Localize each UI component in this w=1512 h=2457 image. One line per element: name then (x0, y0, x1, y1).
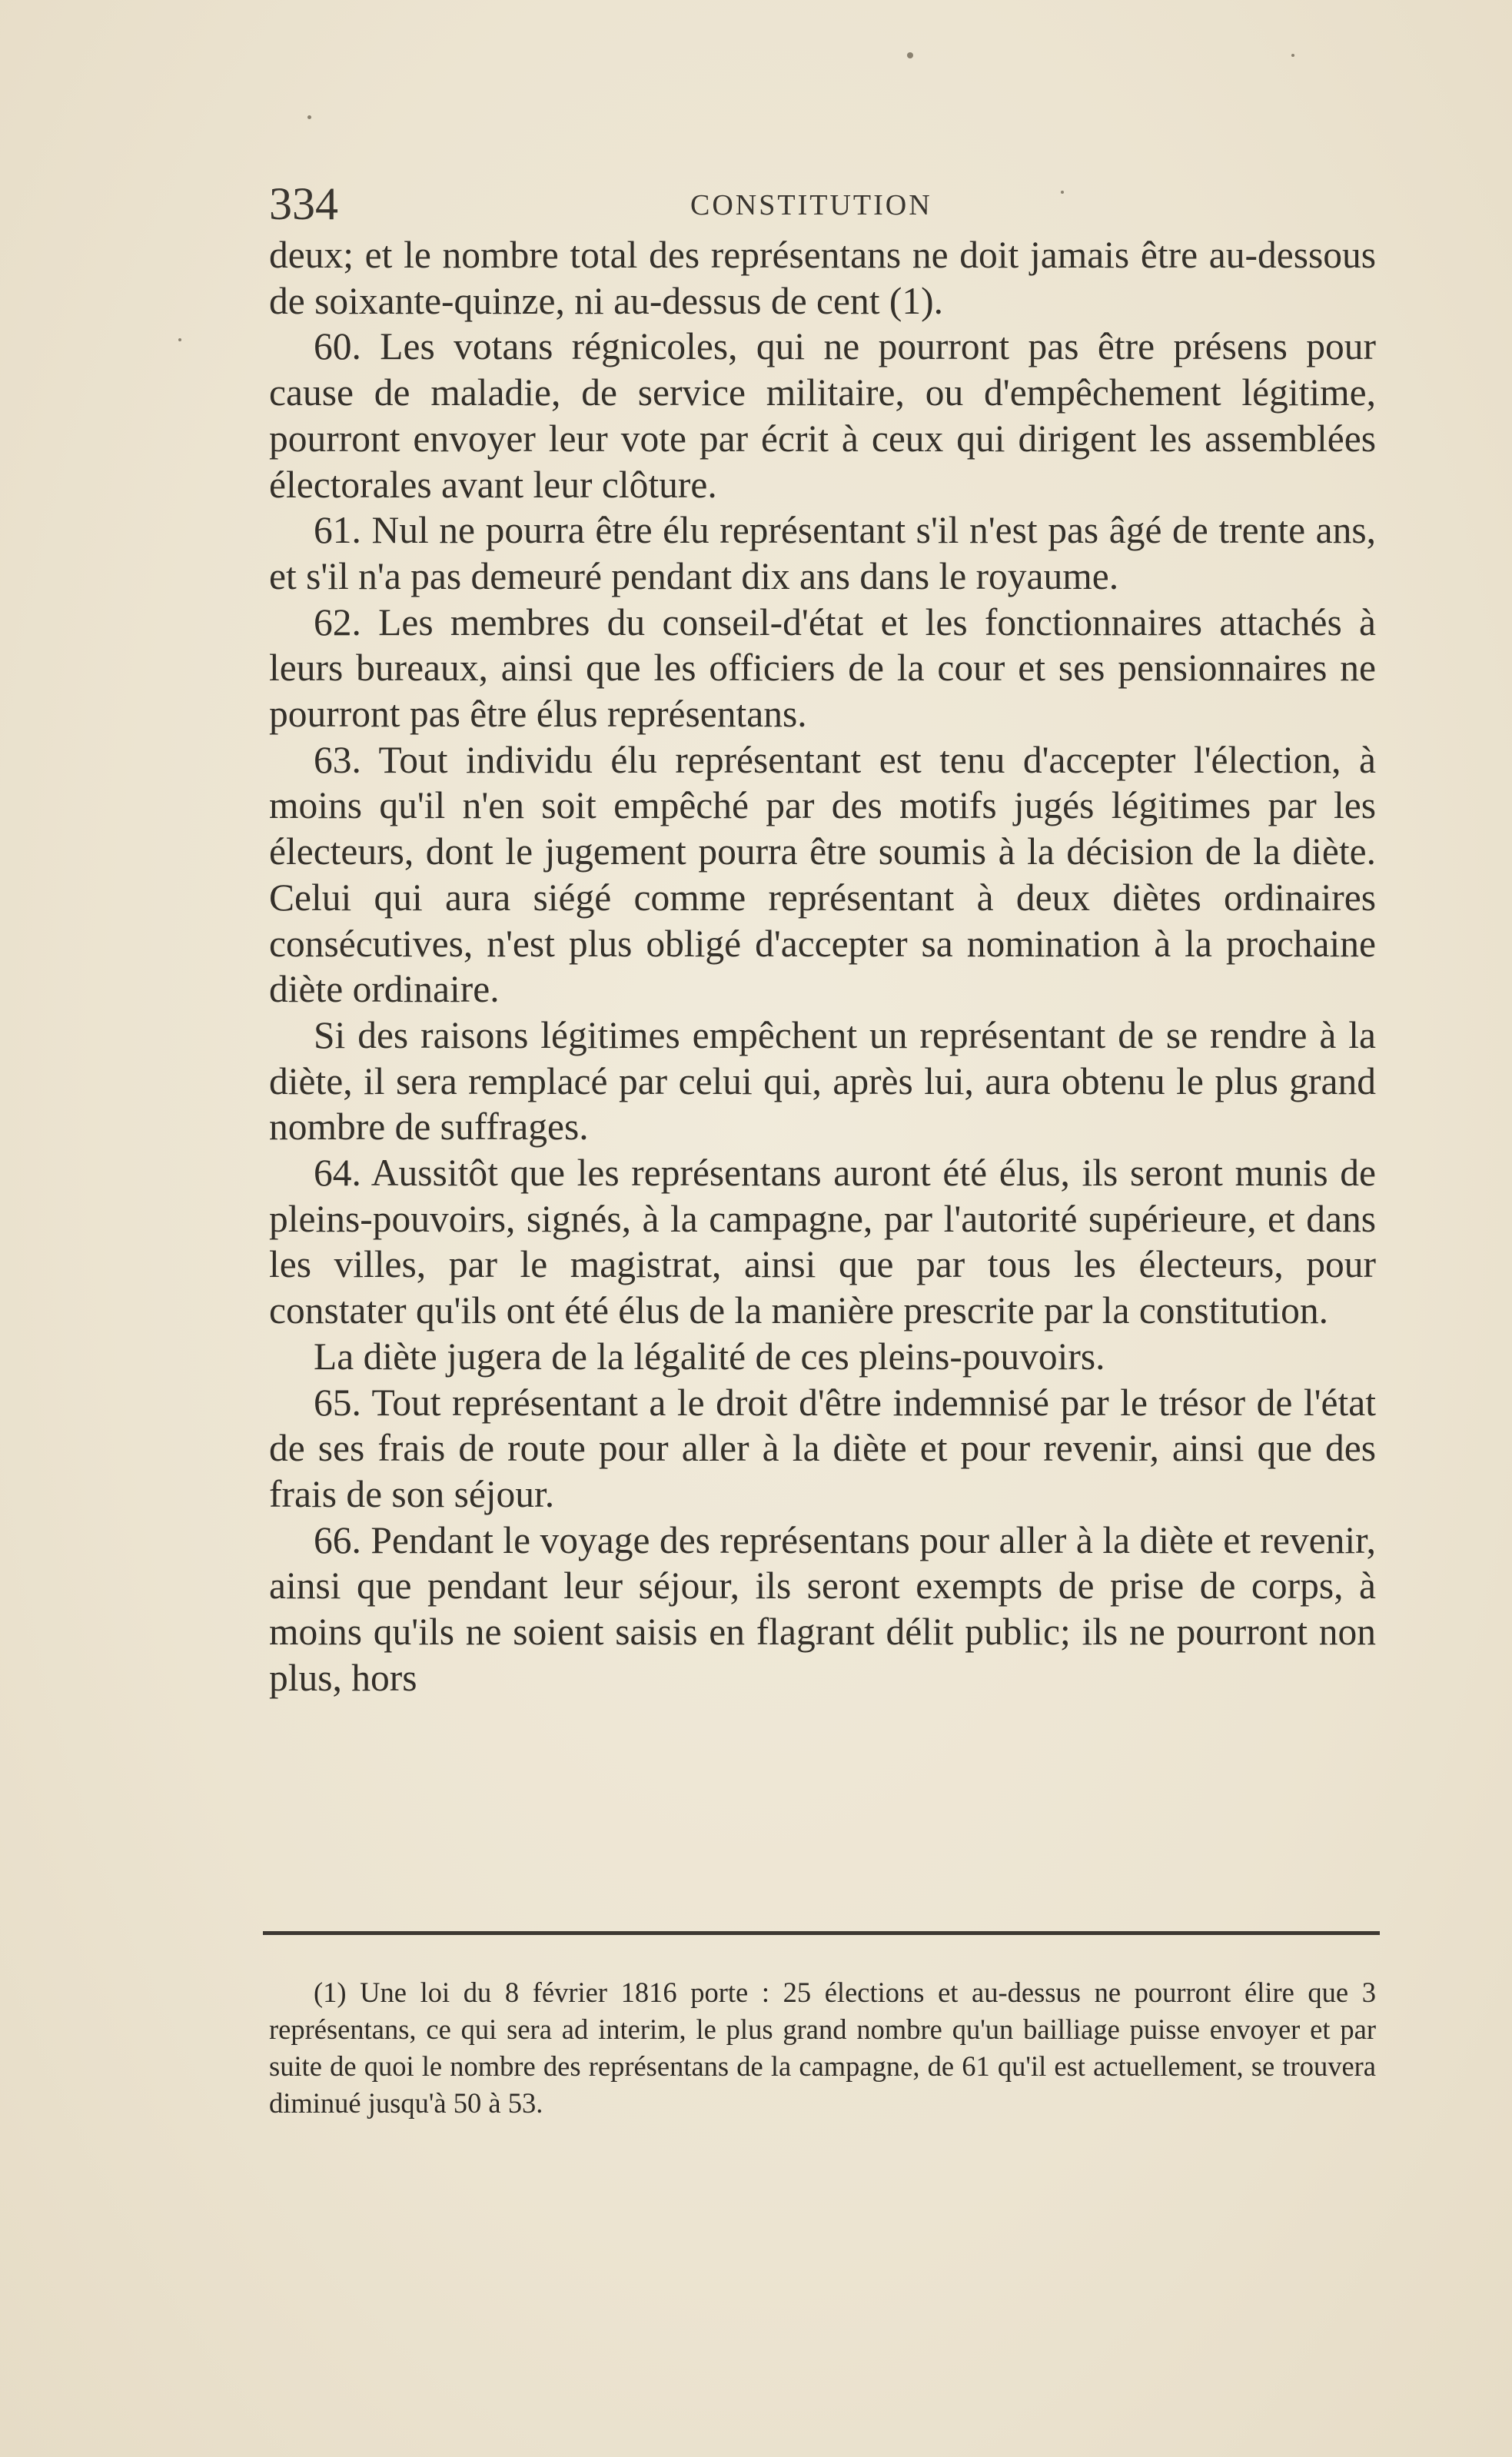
page-header (269, 177, 1376, 231)
article-61: 61. Nul ne pourra être élu représentant s'il n'est pas âgé de trente ans, et s'il n'a pas demeuré pendant dix ans dans le royaume. (269, 509, 1376, 597)
article-63-second-paragraph: Si des raisons légitimes empêchent un représentant de se rendre à la diète, il sera remplacé par celui qui, après lui, aura obtenu le plus grand nombre de suffrages. (269, 1013, 1376, 1149)
running-head: CONSTITUTION (690, 189, 932, 221)
paper-speck (307, 115, 311, 119)
article-60: 60. Les votans régnicoles, qui ne pourront pas être présens pour cause de maladie, de service militaire, ou d'empêchement légitime, pourront envoyer leur vote par écrit à ceux qui dirigent les assemblées électorales avant leur clôture. (269, 325, 1376, 506)
paper-speck (1291, 54, 1294, 57)
article-64-second-paragraph: La diète jugera de la légalité de ces pleins-pouvoirs. (314, 1335, 1105, 1378)
article-63: 63. Tout individu élu représentant est tenu d'accepter l'élection, à moins qu'il n'en soit empêché par des motifs jugés légitimes par les électeurs, dont le jugement pourra être soumis à la décision de la diète. Celui qui aura siégé comme représentant à deux diètes ordinaires consécutives, n'est plus obligé d'accepter sa nomination à la prochaine diète ordinaire. (269, 738, 1376, 1011)
article-64: 64. Aussitôt que les représentans auront été élus, ils seront munis de pleins-pouvoirs, signés, à la campagne, par l'autorité supérieure, et dans les villes, par le magistrat, ainsi que par tous les électeurs, pour constater qu'ils ont été élus de la manière prescrite par la constitution. (269, 1152, 1376, 1332)
paragraph-continuation: deux; et le nombre total des représentans ne doit jamais être au-dessous de soixante-quinze, ni au-dessus de cent (1). (269, 234, 1376, 322)
paper-speck (1061, 191, 1064, 194)
footnote-separator-rule (263, 1931, 1380, 1935)
article-65: 65. Tout représentant a le droit d'être indemnisé par le trésor de l'état de ses frais de route pour aller à la diète et pour revenir, ainsi que des frais de son séjour. (269, 1381, 1376, 1515)
body-text (269, 232, 1376, 1701)
paper-speck (907, 52, 913, 58)
paper-speck (178, 338, 181, 341)
article-62: 62. Les membres du conseil-d'état et les fonctionnaires attachés à leurs bureaux, ainsi que les officiers de la cour et ses pensionnaires ne pourront pas être élus représentans. (269, 600, 1376, 736)
footnote: (1) Une loi du 8 février 1816 porte : 25 élections et au-dessus ne pourront élire que 3 représentans, ce qui sera ad interim, le plus grand nombre qu'un bailliage puisse envoyer et par suite de quoi le nombre des représentans de la campagne, de 61 qu'il est actuellement, se trouvera diminué jusqu'à 50 à 53. (269, 1977, 1376, 2119)
page-number: 334 (269, 178, 338, 229)
article-66: 66. Pendant le voyage des représentans pour aller à la diète et revenir, ainsi que pendant leur séjour, ils seront exempts de prise de corps, à moins qu'ils ne soient saisis en flagrant délit public; ils ne pourront non plus, hors (269, 1518, 1376, 1699)
